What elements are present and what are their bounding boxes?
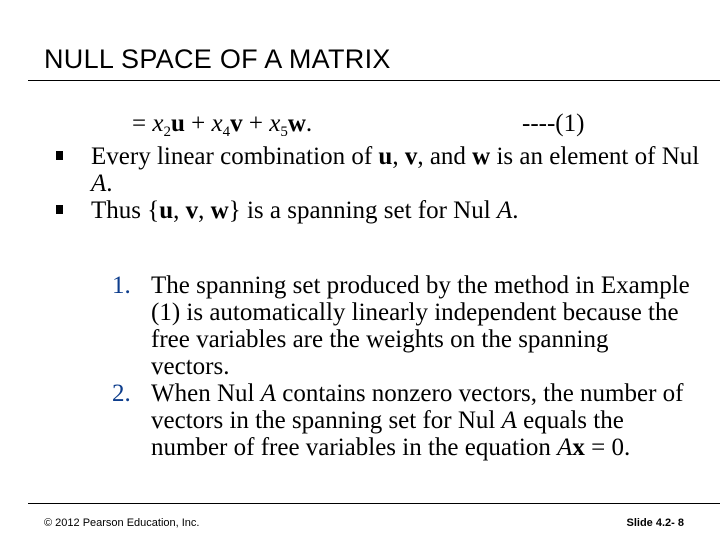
slide-title: NULL SPACE OF A MATRIX: [44, 44, 391, 74]
item-text-pre: When Nul: [151, 380, 261, 407]
numbered-list: [112, 272, 692, 461]
eq-x2: x: [152, 110, 164, 137]
eq-A: A: [557, 434, 573, 461]
eq-rest: = 0: [584, 434, 624, 461]
equation-ax-0: [557, 434, 624, 461]
eq-sub4: 4: [222, 124, 231, 140]
sep: ,: [392, 143, 405, 170]
sep: , and: [417, 143, 473, 170]
eq-w: w: [287, 110, 306, 137]
bullet-item: [60, 143, 700, 197]
eq-u: u: [170, 110, 185, 137]
sep: ,: [173, 197, 186, 224]
eq-x: x: [572, 434, 585, 461]
item-text-post: equals the number of free variables in the equation: [151, 407, 624, 461]
footer-copyright: © 2012 Pearson Education, Inc.: [44, 517, 200, 529]
item-number: 1.: [112, 272, 131, 299]
bullet-text: [91, 143, 700, 197]
bullet-text-pre: Every linear combination of: [91, 143, 379, 170]
sep: ,: [198, 197, 211, 224]
matrix-A: A: [260, 380, 276, 407]
footer-divider: [28, 503, 720, 504]
bullet-list: [60, 143, 700, 224]
numbered-item: [112, 272, 692, 380]
equation: [132, 110, 312, 141]
vec-w: w: [210, 197, 229, 224]
bullet-item: [60, 197, 700, 224]
vec-v: v: [404, 143, 418, 170]
eq-plus-2: +: [248, 110, 263, 137]
bullet-text-pre: Thus {: [91, 197, 160, 224]
item-text-end: .: [623, 434, 631, 461]
matrix-A: A: [91, 170, 107, 197]
eq-sub2: 2: [163, 124, 171, 140]
title-divider: [28, 80, 720, 81]
bullet-text: [91, 197, 700, 224]
square-bullet-icon: [56, 151, 63, 160]
bullet-text-end: .: [512, 197, 519, 224]
item-text-mid: contains nonzero vectors, the number of vectors in the spanning set for Nul: [151, 380, 684, 434]
square-bullet-icon: [56, 205, 63, 214]
item-text: [151, 380, 692, 461]
vec-u: u: [159, 197, 174, 224]
slide-number: Slide 4.2- 8: [626, 517, 684, 529]
eq-tail: .: [305, 110, 313, 137]
bullet-text-mid: is an element of Nul: [490, 143, 700, 170]
bullet-text-mid: } is a spanning set for Nul: [228, 197, 497, 224]
matrix-A: A: [496, 197, 513, 224]
matrix-A: A: [501, 407, 517, 434]
eq-sub5: 5: [280, 124, 288, 140]
vec-v: v: [185, 197, 199, 224]
eq-x5: x: [269, 110, 281, 137]
eq-v: v: [230, 110, 243, 137]
vec-w: w: [472, 143, 491, 170]
eq-x4: x: [211, 110, 223, 137]
bullet-text-end: .: [106, 170, 113, 197]
item-number: 2.: [112, 380, 131, 407]
equation-tag: ----(1): [522, 110, 585, 137]
vec-u: u: [378, 143, 393, 170]
eq-plus-1: +: [191, 110, 206, 137]
item-text: The spanning set produced by the method in Example (1) is automatically linearly independent because the free variables are the weights on the spanning vectors.: [151, 272, 690, 380]
numbered-item: [112, 380, 692, 461]
eq-equals: =: [132, 110, 147, 137]
